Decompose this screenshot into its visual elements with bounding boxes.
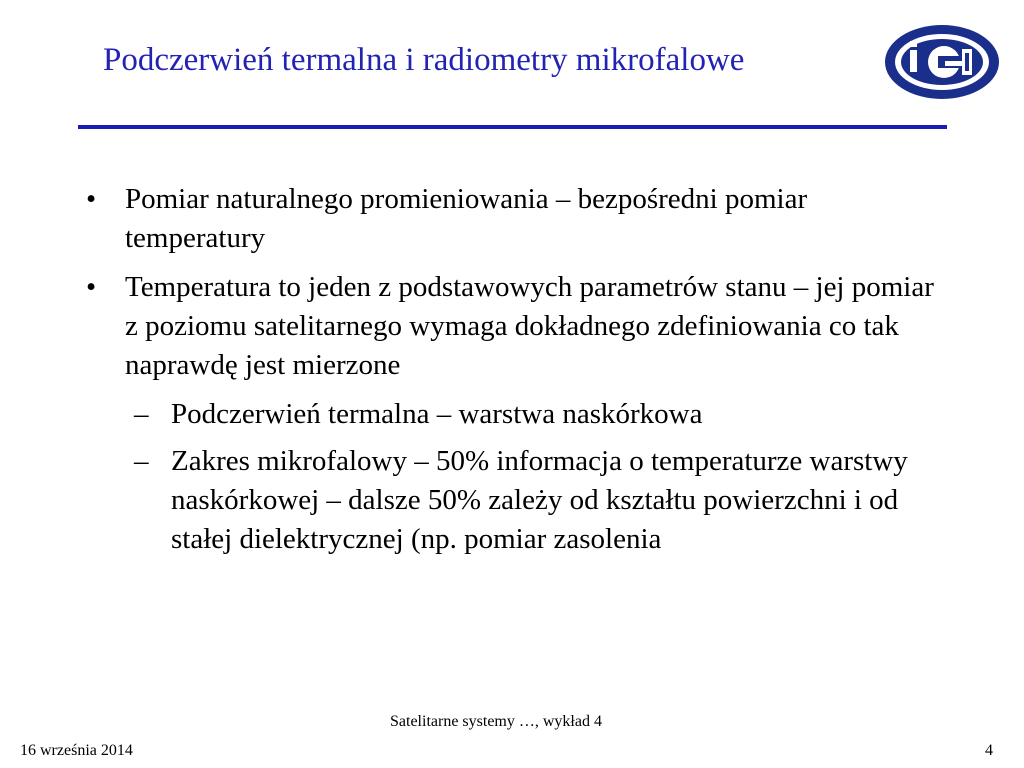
footer-lecture-title: Satelitarne systemy …, wykład 4: [390, 713, 602, 730]
bullet-list: [78, 180, 938, 567]
footer-page-number: 4: [985, 742, 993, 759]
sub-list-item: [78, 395, 938, 434]
subbullet-text: Podczerwień termalna – warstwa naskórkowa: [171, 398, 703, 430]
slide-title: Podczerwień termalna i radiometry mikrofalowe: [103, 42, 745, 78]
subbullet-mark: –: [134, 445, 149, 477]
subbullet-text: Zakres mikrofalowy – 50% informacja o temperaturze warstwy naskórkowej – dalsze 50% zależy od kształtu powierzchni i od stałej dielektrycznej (np. pomiar zasolenia: [171, 445, 908, 555]
bullet-text: Pomiar naturalnego promieniowania – bezpośredni pomiar temperatury: [125, 183, 808, 254]
title-divider: [78, 125, 947, 129]
list-item: [78, 268, 938, 385]
bullet-mark: •: [86, 183, 97, 215]
list-item: [78, 180, 938, 258]
footer-date: 16 września 2014: [20, 742, 133, 759]
subbullet-mark: –: [134, 398, 149, 430]
university-logo-icon: [882, 22, 1002, 102]
bullet-text: Temperatura to jeden z podstawowych parametrów stanu – jej pomiar z poziomu satelitarnego wymaga dokładnego zdefiniowania co tak naprawdę jest mierzone: [125, 271, 934, 381]
bullet-mark: •: [86, 271, 97, 303]
sub-list-item: [78, 442, 938, 559]
